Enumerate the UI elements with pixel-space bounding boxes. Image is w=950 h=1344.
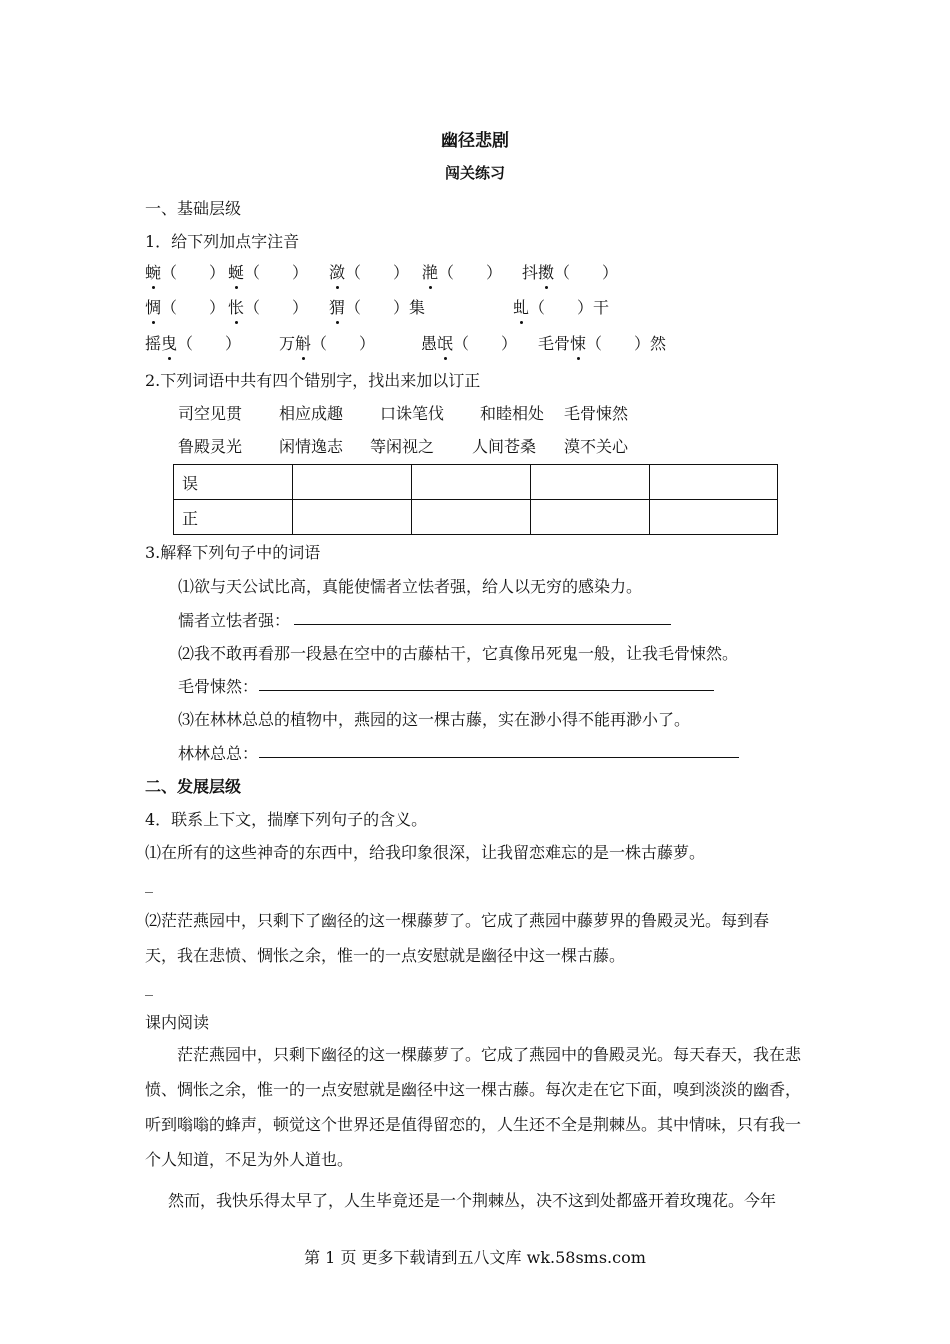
blank: （ ）	[529, 298, 594, 317]
blank: （ ）	[161, 263, 226, 282]
dotted-char: 曳	[161, 331, 177, 354]
word: 闲情逸志	[279, 437, 344, 456]
row-label: 误	[174, 465, 293, 500]
q3-sentence-2: ⑵我不敢再看那一段悬在空中的古藤枯干，它真像吊死鬼一般，让我毛骨悚然。	[178, 644, 739, 663]
word: 人间苍桑	[472, 437, 537, 456]
section-heading-development: 二、发展层级	[145, 777, 242, 796]
blank: （ ）	[311, 334, 376, 353]
word: 司空见贯	[178, 404, 243, 423]
blank: （ ）	[161, 298, 226, 317]
blank: （ ）	[586, 334, 651, 353]
blank: （ ）	[345, 263, 410, 282]
blank: （ ）	[177, 334, 242, 353]
row-label: 正	[174, 500, 293, 535]
dotted-char: 氓	[437, 331, 453, 354]
q4-sentence-1: ⑴在所有的这些神奇的东西中，给我印象很深，让我留恋难忘的是一株古藤萝。	[145, 843, 706, 862]
dotted-char: 斛	[295, 331, 311, 354]
blank: （ ）	[244, 263, 309, 282]
answer-cell[interactable]	[412, 500, 531, 535]
table-row	[174, 500, 778, 535]
word: 鲁殿灵光	[178, 437, 243, 456]
blank: （ ）	[554, 263, 619, 282]
dotted-char: 蜒	[228, 260, 244, 283]
answer-cell[interactable]	[531, 465, 650, 500]
answer-line-3[interactable]	[259, 757, 739, 758]
blank: （ ）	[438, 263, 503, 282]
q4-sentence-2-line-2: 天，我在悲愤、惆怅之余，惟一的一点安慰就是幽径中这一棵古藤。	[145, 946, 626, 965]
dotted-char: 滟	[422, 260, 438, 283]
dotted-char: 潋	[329, 260, 345, 283]
answer-dash-1: _	[145, 874, 153, 893]
word: 相应成趣	[279, 404, 344, 423]
answer-line-2[interactable]	[259, 690, 714, 691]
answer-dash-2: _	[145, 977, 153, 996]
word: 和睦相处	[480, 404, 545, 423]
answer-cell[interactable]	[293, 465, 412, 500]
blank: （ ）	[453, 334, 518, 353]
dotted-char: 怅	[228, 295, 244, 318]
answer-cell[interactable]	[293, 500, 412, 535]
dotted-char: 虬	[513, 295, 529, 318]
correction-table	[173, 464, 778, 535]
dotted-char: 擞	[538, 260, 554, 283]
dotted-char: 悚	[570, 331, 586, 354]
word: 毛骨悚然	[564, 404, 629, 423]
answer-cell[interactable]	[412, 465, 531, 500]
blank: （ ）	[244, 298, 309, 317]
blank: （ ）	[345, 298, 410, 317]
answer-line-1[interactable]	[294, 624, 671, 625]
section-heading-basic: 一、基础层级	[145, 199, 242, 218]
question-1-prompt: 1．给下列加点字注音	[145, 232, 300, 251]
question-3-prompt: 3.解释下列句子中的词语	[145, 543, 321, 562]
reading-paragraph-1: 茫茫燕园中，只剩下幽径的这一棵藤萝了。它成了燕园中的鲁殿灵光。每天春天，我在悲愤、惆怅之余，惟一的一点安慰就是幽径中这一棵古藤。每次走在它下面，嗅到淡淡的幽香，听到嗡嗡的蜂声，顿觉这个世界还是值得留恋的，人生还不全是荆棘丛。其中情味，只有我一个人知道，不足为外人道也。	[145, 1045, 802, 1169]
page-footer: 第 1 页 更多下载请到五八文库 wk.58sms.com	[304, 1248, 646, 1267]
q4-sentence-2-line-1: ⑵茫茫燕园中，只剩下了幽径的这一棵藤萝了。它成了燕园中藤萝界的鲁殿灵光。每到春	[145, 911, 770, 930]
q3-term-2: 毛骨悚然：	[178, 677, 259, 696]
q3-sentence-3: ⑶在林林总总的植物中，燕园的这一棵古藤，实在渺小得不能再渺小了。	[178, 710, 691, 729]
dotted-char: 惆	[145, 295, 161, 318]
dotted-char: 猬	[329, 295, 345, 318]
q3-sentence-1: ⑴欲与天公试比高，真能使懦者立怯者强，给人以无穷的感染力。	[178, 577, 643, 596]
answer-cell[interactable]	[650, 465, 778, 500]
reading-paragraph-2: 然而，我快乐得太早了，人生毕竟还是一个荆棘丛，决不这到处都盛开着玫瑰花。今年	[168, 1191, 777, 1210]
question-4-prompt: 4．联系上下文，揣摩下列句子的含义。	[145, 810, 428, 829]
table-row	[174, 465, 778, 500]
q3-term-3: 林林总总：	[178, 744, 259, 763]
word: 等闲视之	[370, 437, 435, 456]
document-subtitle: 闯关练习	[444, 164, 505, 182]
answer-cell[interactable]	[531, 500, 650, 535]
document-title: 幽径悲剧	[441, 131, 509, 151]
q3-term-1: 懦者立怯者强：	[178, 611, 291, 630]
word: 口诛笔伐	[380, 404, 445, 423]
reading-heading: 课内阅读	[145, 1013, 210, 1032]
dotted-char: 蜿	[145, 260, 161, 283]
answer-cell[interactable]	[650, 500, 778, 535]
word: 漠不关心	[564, 437, 629, 456]
question-2-prompt: 2.下列词语中共有四个错别字，找出来加以订正	[145, 371, 481, 390]
